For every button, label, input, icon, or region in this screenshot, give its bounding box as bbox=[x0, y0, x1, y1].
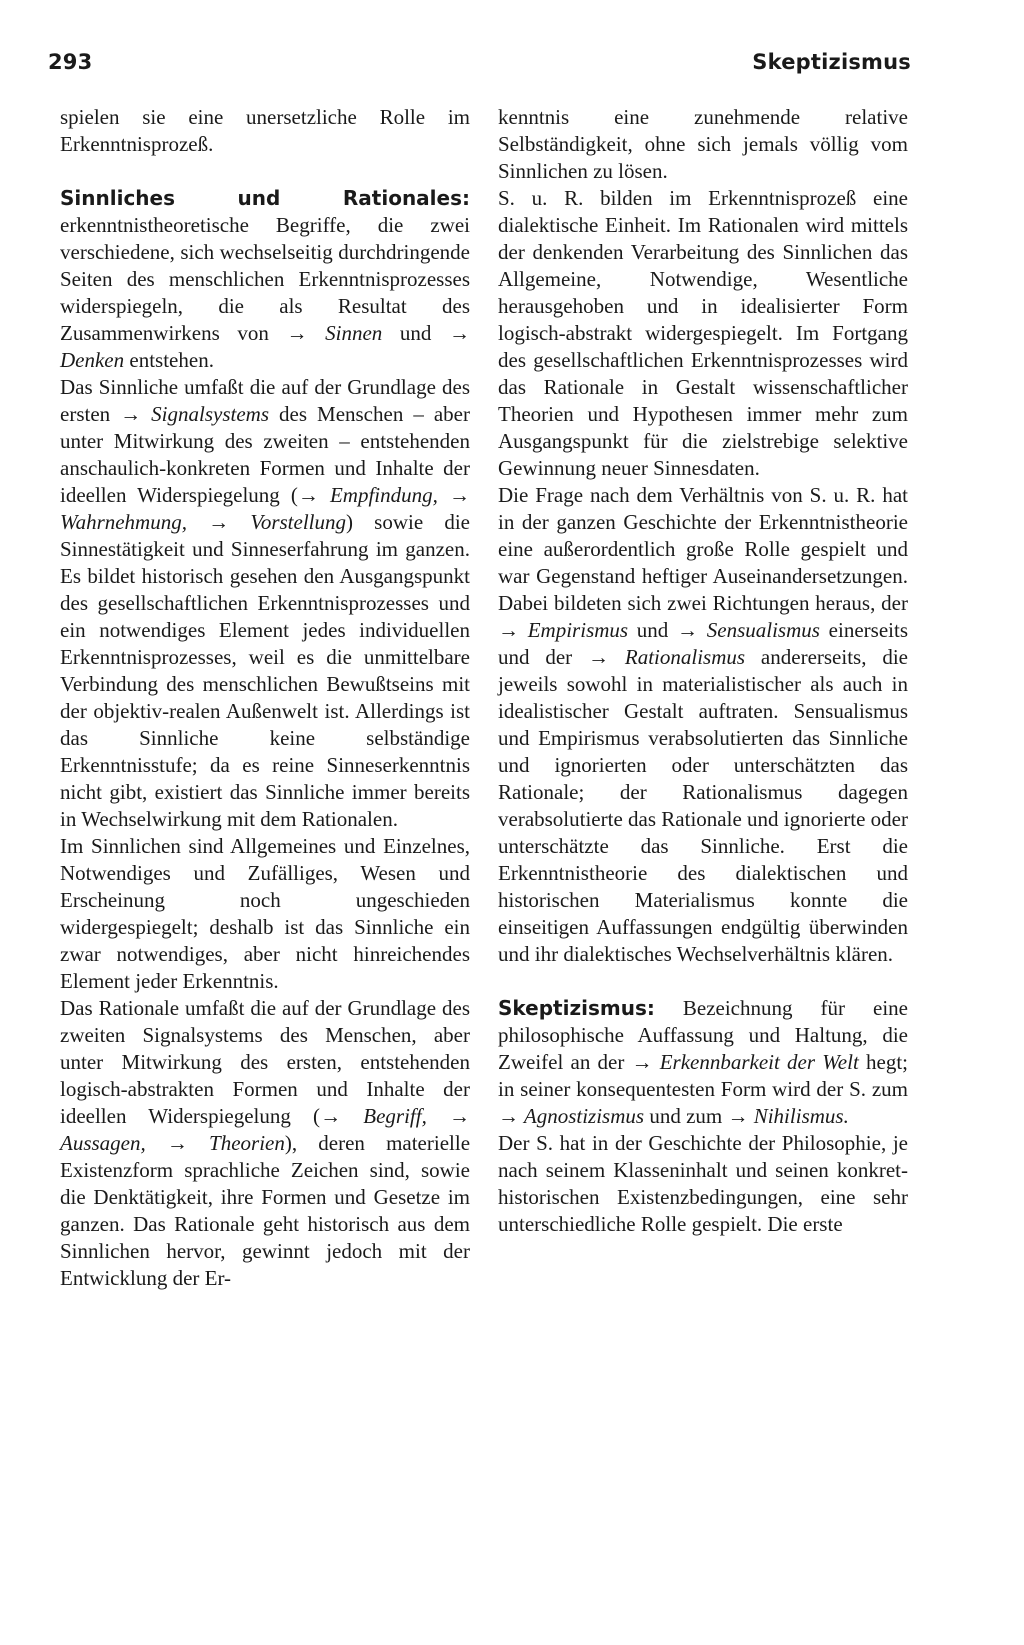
paragraph-text: ), deren materielle Existenzform sprachliche Zeichen sind, sowie die Denktätigkeit, ihre Formen und Gesetze im ganzen. Das Rationale geht historisch aus dem Sinnlichen hervor, gewinnt jedoch mit der Entwicklung der Er- bbox=[60, 1131, 471, 1290]
entry-text: und zum bbox=[644, 1104, 728, 1128]
cross-reference-arrow-icon: → bbox=[449, 483, 470, 507]
entry-headword: Skeptizismus: bbox=[498, 996, 655, 1020]
cross-reference-arrow-icon: → bbox=[320, 1104, 342, 1128]
cross-reference-arrow-icon: → bbox=[286, 321, 308, 345]
paragraph bbox=[60, 374, 470, 833]
paragraph-text: Das Rationale umfaßt die auf der Grundlage des zweiten Signalsystems des Menschen, aber unter Mitwirkung des ersten, entstehenden logisch-abstrakten Formen und Inhalte der ideellen Widerspiegelung ( bbox=[60, 996, 470, 1128]
cross-reference: Sensualismus bbox=[698, 618, 820, 642]
entry-text: erkenntnistheoretische Begriffe, die zwei verschiedene, sich wechselseitig durchdringende Seiten des menschlichen Erkenntnisprozesses widerspiegeln, die als Resultat des Zusammenwirkens von bbox=[60, 213, 470, 345]
cross-reference: Rationalismus bbox=[609, 645, 746, 669]
paragraph: Im Sinnlichen sind Allgemeines und Einzelnes, Notwendiges und Zufälliges, Wesen und Erscheinung noch ungeschieden widergespiegelt; deshalb ist das Sinnliche ein zwar notwendiges, aber nicht hinreichendes Element jeder Erkenntnis. bbox=[60, 834, 470, 993]
paragraph: Der S. hat in der Geschichte der Philosophie, je nach seinem Klasseninhalt und seinen konkret-historischen Existenzbedingungen, eine sehr unterschiedliche Rolle gespielt. Die erste bbox=[498, 1131, 908, 1236]
cross-reference: Agnostizismus bbox=[519, 1104, 645, 1128]
paragraph: kenntnis eine zunehmende relative Selbständigkeit, ohne sich jemals völlig vom Sinnlichen zu lösen. bbox=[498, 105, 908, 183]
page-number: 293 bbox=[48, 50, 93, 74]
cross-reference: Wahrnehmung, bbox=[60, 510, 187, 534]
cross-reference-arrow-icon: → bbox=[727, 1104, 749, 1128]
cross-reference-arrow-icon: → bbox=[297, 483, 319, 507]
paragraph-text bbox=[187, 510, 208, 534]
cross-reference-arrow-icon: → bbox=[120, 402, 142, 426]
paragraph-text: ) sowie die Sinnestätigkeit und Sinneserfahrung im ganzen. Es bildet historisch gesehen den Ausgangspunkt des gesellschaftlichen Erkenntnisprozesses und ein notwendiges Element jedes individuellen Erkenntnisprozesses, weil es die unmittelbare Verbindung des menschlichen Bewußtseins mit der objektiv-realen Außenwelt ist. Allerdings ist das Sinnliche keine selbständige Erkenntnisstufe; da es reine Sinneserkenntnis nicht gibt, existiert das Sinnliche immer bereits in Wechselwirkung mit dem Rationalen. bbox=[60, 510, 470, 831]
right-column bbox=[498, 104, 908, 1238]
paragraph-text bbox=[146, 1131, 167, 1155]
paragraph-text: und bbox=[628, 618, 678, 642]
paragraph-text: Das Sinnliche umfaßt die auf der Grundlage des ersten bbox=[60, 375, 470, 426]
cross-reference-arrow-icon: → bbox=[631, 1050, 653, 1074]
paragraph bbox=[60, 995, 470, 1292]
entry-text: und bbox=[382, 321, 449, 345]
cross-reference: Vorstellung bbox=[229, 510, 346, 534]
left-column bbox=[60, 104, 470, 1292]
entry-skeptizismus bbox=[498, 995, 908, 1130]
cross-reference-arrow-icon: → bbox=[208, 510, 230, 534]
cross-reference-arrow-icon: → bbox=[677, 618, 699, 642]
paragraph-text: andererseits, die jeweils sowohl in materialistischer als auch in idealistischer Gestalt auftraten. Sensualismus und Empirismus verabsolutierten das Sinnliche und ignorierten oder unterschätzten das Rationale; der Rationalismus dagegen verabsolutierte das Rationale und ignorierte oder unterschätzte das Sinnliche. Erst die Erkenntnistheorie des dialektischen und historischen Materialismus konnte die einseitigen Auffassungen endgültig überwinden und ihr dialektisches Wechselverhältnis klären. bbox=[498, 645, 908, 966]
cross-reference: Empfindung, bbox=[318, 483, 438, 507]
entry-headword: Sinnliches und Rationales: bbox=[60, 186, 470, 210]
entry-text: Bezeichnung für eine philosophische Auffassung und Haltung, die Zweifel an der bbox=[498, 996, 908, 1074]
paragraph: spielen sie eine unersetzliche Rolle im Erkenntnisprozeß. bbox=[60, 105, 470, 156]
cross-reference-arrow-icon: → bbox=[498, 618, 519, 642]
entry-sinnliches-und-rationales bbox=[60, 185, 470, 374]
cross-reference-arrow-icon: → bbox=[498, 1104, 519, 1128]
cross-reference: Sinnen bbox=[307, 321, 383, 345]
entry-text: hegt; in seiner konsequentesten Form wird der S. zum bbox=[498, 1050, 908, 1101]
cross-reference: Empirismus bbox=[519, 618, 629, 642]
cross-reference: Signalsystems bbox=[141, 402, 269, 426]
paragraph-text bbox=[438, 483, 449, 507]
cross-reference: Denken bbox=[60, 348, 125, 372]
cross-reference: Nihilismus. bbox=[748, 1104, 849, 1128]
cross-reference: Begriff, bbox=[341, 1104, 427, 1128]
paragraph-text: des Menschen – aber unter Mitwirkung des zweiten – entstehenden anschaulich-konkreten Formen und Inhalte der ideellen Widerspiegelung ( bbox=[60, 402, 470, 507]
entry-text: entstehen. bbox=[124, 348, 214, 372]
cross-reference-arrow-icon: → bbox=[449, 1104, 471, 1128]
cross-reference: Theorien bbox=[187, 1131, 285, 1155]
paragraph bbox=[498, 482, 908, 968]
paragraph-text: einerseits und der bbox=[498, 618, 908, 669]
paragraph-text: Die Frage nach dem Verhältnis von S. u. R. hat in der ganzen Geschichte der Erkenntnistheorie eine außerordentlich große Rolle gespielt und war Gegenstand heftiger Auseinandersetzungen. Dabei bildeten sich zwei Richtungen heraus, der bbox=[498, 483, 908, 615]
cross-reference-arrow-icon: → bbox=[166, 1131, 188, 1155]
cross-reference-arrow-icon: → bbox=[588, 645, 610, 669]
paragraph: S. u. R. bilden im Erkenntnisprozeß eine dialektische Einheit. Im Rationalen wird mittels der denkenden Verarbeitung des Sinnlichen das Allgemeine, Notwendige, Wesentliche herausgehoben und in idealisierter Form logisch-abstrakt widergespiegelt. Im Fortgang des gesellschaftlichen Erkenntnisprozesses wird das Rationale in Gestalt wissenschaftlicher Theorien und Hypothesen immer mehr zum Ausgangspunkt für die zielstrebige selektive Gewinnung neuer Sinnesdaten. bbox=[498, 186, 908, 480]
cross-reference: Erkennbarkeit der Welt bbox=[652, 1050, 859, 1074]
cross-reference: Aussagen, bbox=[60, 1131, 146, 1155]
running-title: Skeptizismus bbox=[752, 50, 911, 74]
cross-reference-arrow-icon: → bbox=[449, 321, 470, 345]
paragraph-text bbox=[427, 1104, 449, 1128]
